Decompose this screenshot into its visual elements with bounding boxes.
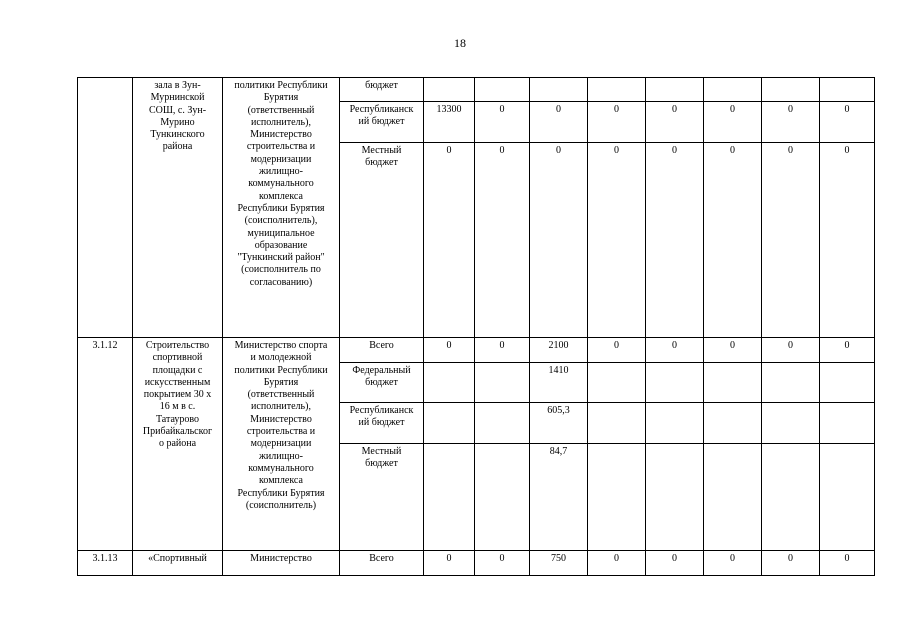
row-id-cell: 3.1.13 <box>78 551 133 576</box>
value-cell: 0 <box>820 143 875 338</box>
value-cell <box>588 444 646 551</box>
value-cell <box>588 363 646 403</box>
value-cell <box>475 363 530 403</box>
value-cell: 13300 <box>424 102 475 143</box>
value-cell: 0 <box>588 551 646 576</box>
value-cell: 0 <box>646 102 704 143</box>
value-cell: 0 <box>762 338 820 363</box>
budget-source-cell: Местный бюджет <box>340 444 424 551</box>
value-cell: 0 <box>588 143 646 338</box>
value-cell: 0 <box>646 551 704 576</box>
value-cell: 0 <box>762 551 820 576</box>
table-body <box>78 78 875 576</box>
budget-source-cell: Всего <box>340 551 424 576</box>
value-cell: 0 <box>820 551 875 576</box>
value-cell <box>424 363 475 403</box>
value-cell <box>762 363 820 403</box>
value-cell <box>424 403 475 444</box>
value-cell <box>704 363 762 403</box>
value-cell: 0 <box>704 338 762 363</box>
value-cell: 0 <box>424 551 475 576</box>
value-cell: 0 <box>820 102 875 143</box>
row-id-cell <box>78 78 133 338</box>
value-cell <box>820 444 875 551</box>
value-cell: 0 <box>820 338 875 363</box>
value-cell: 0 <box>704 551 762 576</box>
value-cell: 0 <box>588 102 646 143</box>
value-cell <box>475 403 530 444</box>
value-cell: 0 <box>530 102 588 143</box>
value-cell <box>820 403 875 444</box>
measure-name-cell: «Спортивный <box>133 551 223 576</box>
measure-name-cell: зала в Зун- Мурнинской СОШ, с. Зун- Мурино Тункинского района <box>133 78 223 338</box>
budget-source-cell: Местный бюджет <box>340 143 424 338</box>
page-number: 18 <box>454 36 466 50</box>
value-cell <box>820 78 875 102</box>
value-cell: 0 <box>424 143 475 338</box>
executor-cell: Министерство спорта и молодежной политики Республики Бурятия (ответственный исполнитель), Министерство строительства и модернизации жилищно- коммунального комплекса Республики Бурятия (соисполнитель) <box>223 338 340 551</box>
value-cell: 0 <box>475 338 530 363</box>
value-cell <box>424 78 475 102</box>
value-cell <box>704 403 762 444</box>
value-cell: 605,3 <box>530 403 588 444</box>
value-cell: 84,7 <box>530 444 588 551</box>
executor-cell: Министерство <box>223 551 340 576</box>
value-cell <box>820 363 875 403</box>
budget-source-cell: бюджет <box>340 78 424 102</box>
value-cell: 0 <box>475 551 530 576</box>
budget-source-cell: Республиканск ий бюджет <box>340 403 424 444</box>
budget-source-cell: Республиканск ий бюджет <box>340 102 424 143</box>
budget-source-cell: Всего <box>340 338 424 363</box>
value-cell <box>704 78 762 102</box>
value-cell: 0 <box>646 338 704 363</box>
executor-cell: политики Республики Бурятия (ответственный исполнитель), Министерство строительства и модернизации жилищно- коммунального комплекса Республики Бурятия (соисполнитель), муниципальное образование "Тункинский район" (соисполнитель по согласованию) <box>223 78 340 338</box>
value-cell: 0 <box>704 102 762 143</box>
value-cell <box>704 444 762 551</box>
value-cell <box>424 444 475 551</box>
measure-name-cell: Строительство спортивной площадки с искусственным покрытием 30 х 16 м в с. Татаурово Прибайкальског о района <box>133 338 223 551</box>
value-cell: 0 <box>588 338 646 363</box>
value-cell <box>588 78 646 102</box>
value-cell <box>646 363 704 403</box>
budget-table <box>77 77 875 576</box>
row-id-cell: 3.1.12 <box>78 338 133 551</box>
value-cell <box>530 78 588 102</box>
value-cell: 750 <box>530 551 588 576</box>
value-cell: 0 <box>530 143 588 338</box>
value-cell: 0 <box>646 143 704 338</box>
value-cell: 0 <box>704 143 762 338</box>
value-cell: 0 <box>475 143 530 338</box>
value-cell <box>475 444 530 551</box>
value-cell <box>762 78 820 102</box>
value-cell <box>762 444 820 551</box>
budget-source-cell: Федеральный бюджет <box>340 363 424 403</box>
value-cell <box>762 403 820 444</box>
value-cell <box>646 78 704 102</box>
value-cell <box>646 444 704 551</box>
value-cell: 1410 <box>530 363 588 403</box>
value-cell <box>588 403 646 444</box>
value-cell: 0 <box>424 338 475 363</box>
value-cell: 0 <box>475 102 530 143</box>
value-cell: 0 <box>762 143 820 338</box>
value-cell: 0 <box>762 102 820 143</box>
value-cell <box>475 78 530 102</box>
value-cell: 2100 <box>530 338 588 363</box>
value-cell <box>646 403 704 444</box>
